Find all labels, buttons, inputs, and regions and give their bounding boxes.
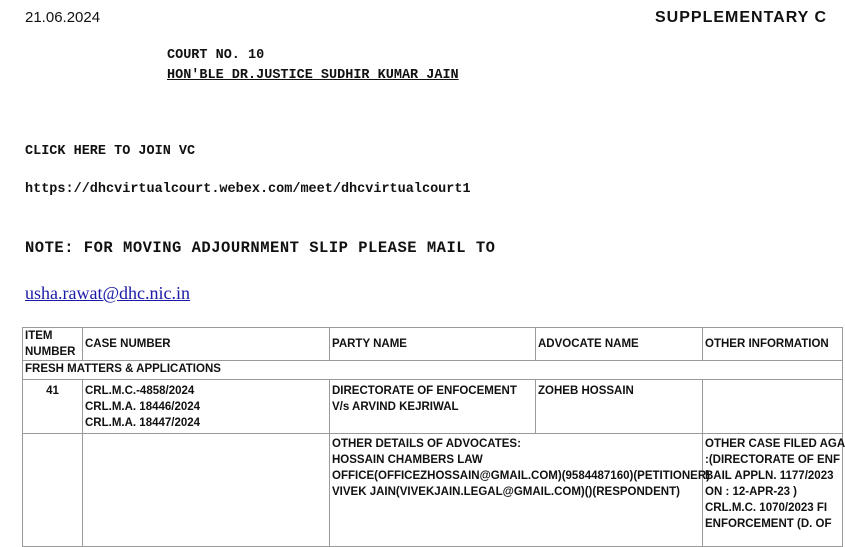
- advocate-detail-line: HOSSAIN CHAMBERS LAW: [332, 454, 483, 466]
- adjournment-note: NOTE: FOR MOVING ADJOURNMENT SLIP PLEASE MAIL TO: [25, 239, 496, 257]
- advocate-name-cell: ZOHEB HOSSAIN: [536, 380, 703, 434]
- cause-list-table: [22, 327, 843, 547]
- section-title: FRESH MATTERS & APPLICATIONS: [23, 361, 843, 380]
- list-date: 21.06.2024: [25, 9, 101, 26]
- header-item-label: ITEM: [25, 330, 53, 342]
- other-information-cell: [703, 380, 843, 434]
- header-number-label: NUMBER: [25, 346, 76, 358]
- judge-name: HON'BLE DR.JUSTICE SUDHIR KUMAR JAIN: [167, 68, 459, 83]
- empty-cell: [83, 434, 330, 547]
- other-case-cell: [703, 434, 843, 547]
- details-row: [23, 434, 843, 547]
- party-name-cell: [330, 380, 536, 434]
- list-title: SUPPLEMENTARY C: [655, 9, 828, 26]
- respondent-name: V/s ARVIND KEJRIWAL: [332, 401, 459, 413]
- header-other-information: OTHER INFORMATION: [703, 328, 843, 361]
- item-number-cell: 41: [23, 380, 83, 434]
- other-case-line: OTHER CASE FILED AGA: [705, 438, 845, 450]
- section-row: [23, 361, 843, 380]
- header-case-number: CASE NUMBER: [83, 328, 330, 361]
- advocate-detail-line: OFFICE(OFFICEZHOSSAIN@GMAIL.COM)(9584487160)(PETITIONER): [332, 470, 710, 482]
- vc-url-link[interactable]: https://dhcvirtualcourt.webex.com/meet/dhcvirtualcourt1: [25, 182, 471, 197]
- table-header-row: [23, 328, 843, 361]
- table-row: [23, 380, 843, 434]
- case-number-cell: [83, 380, 330, 434]
- case-number: CRL.M.A. 18446/2024: [85, 401, 201, 413]
- other-case-line: ENFORCEMENT (D. OF: [705, 518, 832, 530]
- header-item-number: [23, 328, 83, 361]
- email-link[interactable]: usha.rawat@dhc.nic.in: [25, 283, 191, 303]
- advocate-detail-line: VIVEK JAIN(VIVEKJAIN.LEGAL@GMAIL.COM)()(RESPONDENT): [332, 486, 680, 498]
- empty-cell: [23, 434, 83, 547]
- advocate-detail-line: OTHER DETAILS OF ADVOCATES:: [332, 438, 521, 450]
- header-party-name: PARTY NAME: [330, 328, 536, 361]
- other-case-line: CRL.M.C. 1070/2023 FI: [705, 502, 828, 514]
- header-advocate-name: ADVOCATE NAME: [536, 328, 703, 361]
- case-number: CRL.M.A. 18447/2024: [85, 417, 201, 429]
- other-case-line: BAIL APPLN. 1177/2023: [705, 470, 834, 482]
- court-number: COURT NO. 10: [167, 48, 265, 63]
- other-case-line: ON : 12-APR-23 ): [705, 486, 798, 498]
- petitioner-name: DIRECTORATE OF ENFOCEMENT: [332, 385, 517, 397]
- case-number: CRL.M.C.-4858/2024: [85, 385, 195, 397]
- other-case-line: :(DIRECTORATE OF ENF: [705, 454, 841, 466]
- advocate-details-cell: [330, 434, 710, 547]
- join-vc-link[interactable]: CLICK HERE TO JOIN VC: [25, 144, 196, 159]
